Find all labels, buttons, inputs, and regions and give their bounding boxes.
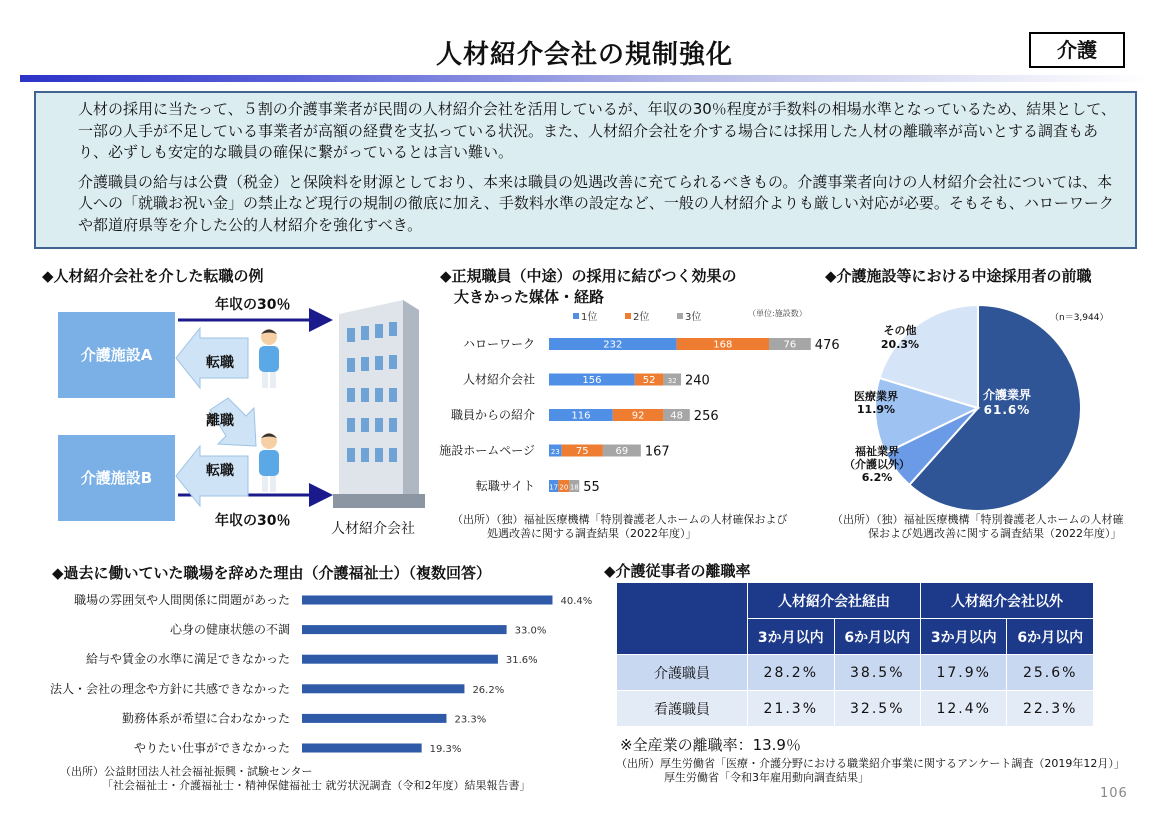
media-chart xyxy=(425,308,840,508)
legend-swatch xyxy=(677,313,683,319)
turnover-table xyxy=(616,582,1094,727)
facility-b-box: 介護施設B xyxy=(58,435,175,521)
period-header: 3か月以内 xyxy=(921,619,1007,655)
category-label: 人材紹介会社 xyxy=(462,372,535,387)
reason-bar xyxy=(302,744,422,753)
flow-heading: ◆人材紹介会社を介した転職の例 xyxy=(42,267,264,285)
table-row xyxy=(617,655,1094,691)
segment-label: 76 xyxy=(783,339,797,351)
reasons-heading: ◆過去に働いていた職場を辞めた理由（介護福祉士）（複数回答） xyxy=(52,564,492,582)
segment-label: 156 xyxy=(582,375,602,386)
summary-box xyxy=(34,91,1137,249)
reason-bar xyxy=(302,625,507,634)
previous-source: （出所）（独）福祉医療機構「特別養護老人ホームの人材確 xyxy=(832,513,1124,526)
reason-value: 33.0% xyxy=(514,625,547,637)
table-cell: 17.9% xyxy=(921,655,1007,691)
table-corner xyxy=(617,583,748,655)
turnover-source: （出所）厚生労働省「医療・介護分野における職業紹介事業に関するアンケート調査（2019年12月）」 xyxy=(616,757,1125,770)
total-label: 256 xyxy=(693,409,719,424)
leave-label: 離職 xyxy=(206,413,234,429)
segment-label: 17 xyxy=(549,483,559,492)
table-cell: 21.3% xyxy=(748,691,834,727)
reason-bar xyxy=(302,684,464,693)
reason-value: 26.2% xyxy=(472,684,505,696)
reason-label: やりたい仕事ができなかった xyxy=(133,741,290,755)
segment-label: 20 xyxy=(559,483,569,492)
person-icon xyxy=(254,328,284,390)
agency-building-icon xyxy=(333,296,425,508)
segment-label: 168 xyxy=(713,339,733,351)
segment-label: 23 xyxy=(550,448,560,456)
reason-value: 31.6% xyxy=(505,655,538,667)
turnover-heading: ◆介護従事者の離職率 xyxy=(604,562,751,580)
summary-bullet xyxy=(50,99,1119,164)
media-heading-2: 大きかった媒体・経路 xyxy=(454,288,605,306)
all-industry-note: ※全産業の離職率：13.9％ xyxy=(620,736,801,754)
reasons-chart xyxy=(20,585,610,763)
reason-bar xyxy=(302,596,552,605)
total-label: 476 xyxy=(814,338,840,353)
total-label: 167 xyxy=(644,444,670,460)
reason-label: 法人・会社の理念や方針に共感できなかった xyxy=(49,681,290,696)
sample-size: （n＝3,944） xyxy=(1050,313,1109,323)
period-header: 3か月以内 xyxy=(748,619,834,655)
group-header: 人材紹介会社以外 xyxy=(921,583,1094,619)
summary-text-2: 介護職員の給与は公費（税金）と保険料を財源としており、本来は職員の処遇改善に充てられるべきもの。介護事業者向けの人材紹介会社については、本人への「就職お祝い金」の禁止など現行の規制の徹底に加え、手数料水準の設定など、一般の人材紹介よりも厳しい対応が必要。そもそも、ハローワークや都道府県等を介した公的人材紹介を強化すべき。 xyxy=(78,172,1114,234)
period-header: 6か月以内 xyxy=(1007,619,1094,655)
title-underline xyxy=(20,75,1148,82)
reasons-source: （出所）公益財団法人社会福祉振興・試験センター xyxy=(60,765,313,778)
legend-swatch xyxy=(625,313,631,319)
media-heading: ◆正規職員（中途）の採用に結びつく効果の xyxy=(440,267,737,285)
page-number: 106 xyxy=(1100,786,1128,801)
segment-label: 232 xyxy=(603,339,623,351)
fee-label-top: 年収の30％ xyxy=(215,297,291,313)
row-label: 看護職員 xyxy=(617,691,748,727)
segment-label: 69 xyxy=(615,446,629,457)
summary-text-1: 人材の採用に当たって、５割の介護事業者が民間の人材紹介会社を活用しているが、年収の30％程度が手数料の相場水準となっているため、結果として、一部の人手が不足している事業者が高額の経費を支払っている状況。また、人材紹介会社を介する場合には採用した人材の離職率が高いとする調査もあり、必ずしも安定的な職員の確保に繋がっているとは言い難い。 xyxy=(78,100,1116,161)
bullet-icon xyxy=(50,172,78,237)
table-cell: 25.6% xyxy=(1007,655,1094,691)
previous-heading: ◆介護施設等における中途採用者の前職 xyxy=(825,267,1092,285)
category-label: 転職サイト xyxy=(475,479,535,493)
person-icon xyxy=(254,432,284,494)
category-label: 施設ホームページ xyxy=(439,443,535,458)
legend-label: 1位 xyxy=(581,312,598,323)
segment-label: 92 xyxy=(631,410,645,422)
page-title: 人材紹介会社の規制強化 xyxy=(435,40,733,70)
fee-label-bottom: 年収の30％ xyxy=(215,513,291,529)
turnover-source-2: 厚生労働省「令和3年雇用動向調査結果」 xyxy=(664,771,869,784)
total-label: 240 xyxy=(685,373,710,389)
reason-value: 40.4% xyxy=(560,596,593,607)
previous-source-2: 保および処遇改善に関する調査結果（2022年度）」 xyxy=(868,527,1122,540)
summary-bullet xyxy=(50,172,1119,237)
category-label: 職員からの紹介 xyxy=(450,408,535,422)
segment-label: 75 xyxy=(575,446,589,457)
row-label: 介護職員 xyxy=(617,655,748,691)
agency-label: 人材紹介会社 xyxy=(331,521,415,537)
pie-label-welfare: 福祉業界 （介護以外） 6.2% xyxy=(844,445,910,484)
table-cell: 28.2% xyxy=(748,655,834,691)
legend-label: 2位 xyxy=(633,312,650,323)
reason-label: 勤務体系が希望に合わなかった xyxy=(121,711,290,726)
reason-label: 心身の健康状態の不調 xyxy=(169,622,290,637)
pie-label-care: 介護業界 61.6% xyxy=(982,388,1031,417)
legend-swatch xyxy=(573,313,579,319)
table-cell: 22.3% xyxy=(1007,691,1094,727)
transfer-label-2: 転職 xyxy=(206,463,234,479)
legend-label: 3位 xyxy=(685,312,702,323)
reasons-source-2: 「社会福祉士・介護福祉士・精神保健福祉士 就労状況調査（令和2年度）結果報告書」 xyxy=(102,779,531,792)
segment-label: 18 xyxy=(569,483,579,492)
category-label: ハローワーク xyxy=(462,337,535,351)
reason-bar xyxy=(302,655,498,664)
reason-value: 19.3% xyxy=(429,744,462,755)
transfer-label-1: 転職 xyxy=(206,355,234,371)
reason-label: 給与や賃金の水準に満足できなかった xyxy=(85,652,290,667)
pie-label-other: その他 20.3% xyxy=(880,324,920,351)
group-header: 人材紹介会社経由 xyxy=(748,583,921,619)
table-cell: 38.5% xyxy=(834,655,920,691)
segment-label: 116 xyxy=(571,410,591,422)
reason-value: 23.3% xyxy=(454,714,487,726)
total-label: 55 xyxy=(583,480,600,495)
reason-label: 職場の雰囲気や人間関係に問題があった xyxy=(74,593,290,607)
table-cell: 12.4% xyxy=(921,691,1007,727)
media-source: （出所）（独）福祉医療機構「特別養護老人ホームの人材確保および xyxy=(452,513,788,526)
pie-label-medical: 医療業界 11.9% xyxy=(854,390,898,416)
media-source-2: 処遇改善に関する調査結果（2022年度）」 xyxy=(487,527,697,540)
segment-label: 52 xyxy=(642,375,656,386)
segment-label: 48 xyxy=(670,410,683,422)
reason-bar xyxy=(302,714,446,723)
bullet-icon xyxy=(50,99,78,164)
table-cell: 32.5% xyxy=(834,691,920,727)
segment-label: 32 xyxy=(667,377,677,385)
media-unit: （単位:施設数） xyxy=(748,309,807,318)
category-tag: 介護 xyxy=(1029,32,1125,68)
period-header: 6か月以内 xyxy=(834,619,920,655)
facility-a-box: 介護施設A xyxy=(58,312,175,398)
table-row xyxy=(617,691,1094,727)
